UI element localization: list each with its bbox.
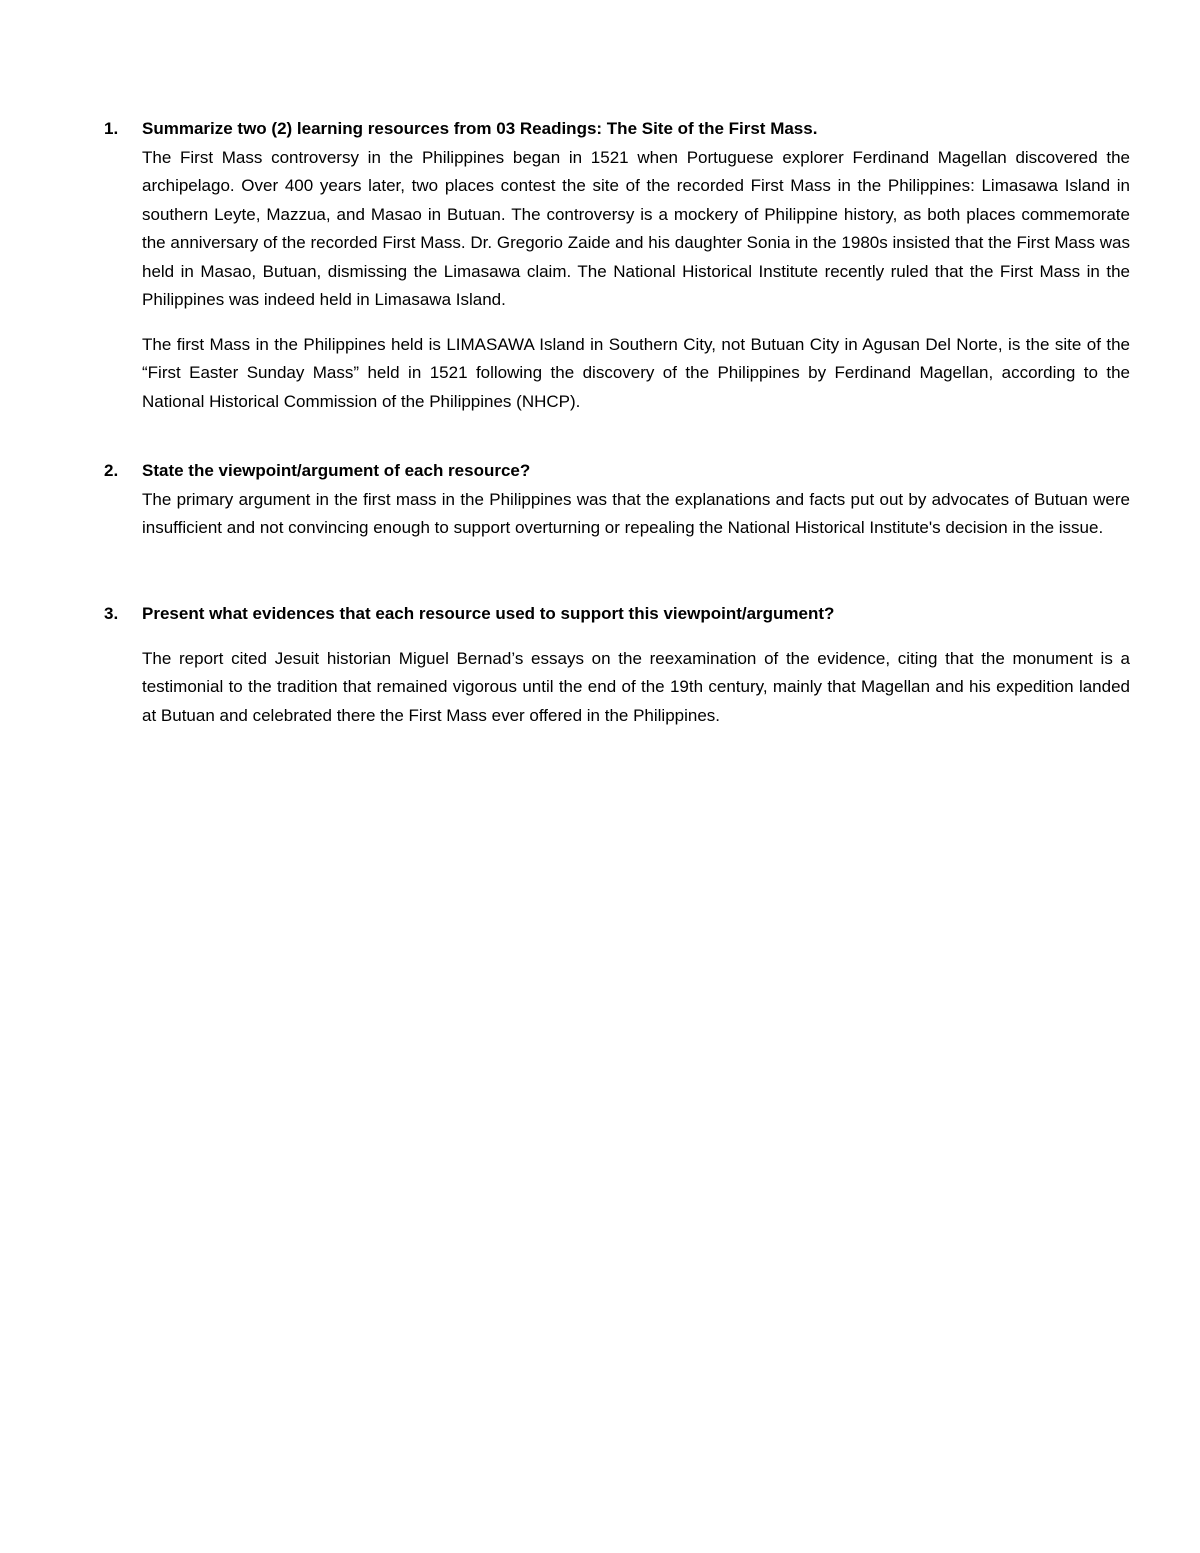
- answer-paragraph: The primary argument in the first mass in the Philippines was that the explanations and facts put out by advocates of Butuan were insufficient and not convincing enough to support overturning or repealing the National Historical Institute's decision in the issue.: [142, 489, 1130, 537]
- answer-paragraph: The First Mass controversy in the Philippines began in 1521 when Portuguese explorer Ferdinand Magellan discovered the archipelago. Over 400 years later, two places contest the site of the recorded First Mass in the Philippines: Limasawa Island in southern Leyte, Mazzua, and Masao in Butuan. The controversy is a mockery of Philippine history, as both places commemorate the anniversary of the recorded First Mass. Dr. Gregorio Zaide and his daughter Sonia in the 1980s insisted that the First Mass was held in Masao, Butuan, dismissing the Limasawa claim. The National Historical Institute recently ruled that the First Mass in the Philippines was indeed held in Limasawa Island.: [142, 147, 1130, 309]
- list-number: 2.: [104, 461, 119, 480]
- answer-paragraph: The first Mass in the Philippines held is LIMASAWA Island in Southern City, not Butuan City in Agusan Del Norte, is the site of the “First Easter Sunday Mass” held in 1521 following the discovery of the Philippines by Ferdinand Magellan, according to the National Historical Commission of the Philippines (NHCP).: [142, 334, 1130, 411]
- answer-paragraph: The report cited Jesuit historian Miguel Bernad’s essays on the reexamination of the evidence, citing that the monument is a testimonial to the tradition that remained vigorous until the end of the 19th century, mainly that Magellan and his expedition landed at Butuan and celebrated there the First Mass ever offered in the Philippines.: [142, 648, 1130, 725]
- list-number: 3.: [104, 604, 119, 623]
- list-number: 1.: [104, 119, 119, 138]
- question-heading: Present what evidences that each resource used to support this viewpoint/argument?: [142, 604, 835, 623]
- list-item-3: [104, 600, 1130, 730]
- list-item-2: [104, 457, 1130, 543]
- question-heading: Summarize two (2) learning resources from 03 Readings: The Site of the First Mass.: [142, 119, 818, 138]
- question-heading: State the viewpoint/argument of each resource?: [142, 461, 531, 480]
- list-item-1: [104, 115, 1130, 416]
